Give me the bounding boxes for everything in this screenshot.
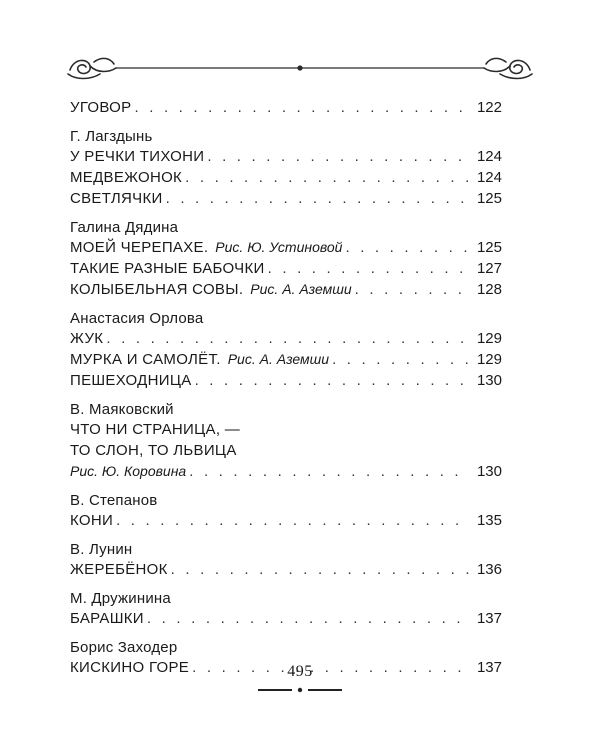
illustrator-note: Рис. Ю. Устиновой xyxy=(215,239,343,255)
toc-section xyxy=(70,97,502,118)
table-of-contents xyxy=(70,97,502,687)
toc-section xyxy=(70,491,502,531)
entry-title: МУРКА И САМОЛЁТ. xyxy=(70,351,221,368)
footer-ornament-icon xyxy=(254,683,346,697)
dot-leader xyxy=(116,510,469,531)
dot-leader xyxy=(185,167,469,188)
illustrator-note: Рис. Ю. Коровина xyxy=(70,463,187,479)
dot-leader xyxy=(355,279,469,300)
entry-page-number: 124 xyxy=(476,169,502,186)
entry-title: У РЕЧКИ ТИХОНИ xyxy=(70,148,205,165)
dot-leader xyxy=(195,370,469,391)
toc-entry[interactable] xyxy=(70,258,502,279)
entry-title: КИСКИНО ГОРЕ xyxy=(70,659,190,676)
entry-page-number: 125 xyxy=(476,239,502,256)
author-name: Г. Лагздынь xyxy=(70,128,153,145)
toc-section xyxy=(70,589,502,629)
author-name: Анастасия Орлова xyxy=(70,310,204,327)
entry-title: ТАКИЕ РАЗНЫЕ БАБОЧКИ xyxy=(70,260,265,277)
toc-section xyxy=(70,218,502,300)
author-name: В. Степанов xyxy=(70,492,158,509)
dot-leader xyxy=(166,188,469,209)
entry-title: КОНИ xyxy=(70,512,114,529)
toc-entry[interactable] xyxy=(70,167,502,188)
author-name: Борис Заходер xyxy=(70,639,178,656)
toc-title-line xyxy=(70,419,502,440)
dot-leader xyxy=(345,237,469,258)
entry-title: УГОВОР xyxy=(70,99,132,116)
illustrator-note: Рис. А. Аземши xyxy=(227,351,330,367)
entry-page-number: 130 xyxy=(476,463,502,480)
illustrator-note: Рис. А. Аземши xyxy=(250,281,352,297)
entry-page-number: 137 xyxy=(476,610,502,627)
toc-entry[interactable] xyxy=(70,559,502,580)
toc-entry[interactable] xyxy=(70,188,502,209)
entry-page-number: 129 xyxy=(476,351,502,368)
entry-page-number: 127 xyxy=(476,260,502,277)
dot-leader xyxy=(147,608,469,629)
toc-entry[interactable] xyxy=(70,608,502,629)
toc-entry[interactable] xyxy=(70,349,502,370)
entry-page-number: 129 xyxy=(476,330,502,347)
dot-leader xyxy=(134,97,469,118)
dot-leader xyxy=(268,258,469,279)
entry-page-number: 130 xyxy=(476,372,502,389)
toc-section xyxy=(70,127,502,209)
dot-leader xyxy=(171,559,469,580)
entry-page-number: 124 xyxy=(476,148,502,165)
dot-leader xyxy=(332,349,469,370)
author-name: Галина Дядина xyxy=(70,219,179,236)
toc-entry[interactable] xyxy=(70,461,502,482)
page-number: 495 xyxy=(287,663,313,680)
entry-title: ТО СЛОН, ТО ЛЬВИЦА xyxy=(70,442,237,459)
toc-entry[interactable] xyxy=(70,279,502,300)
header-ornament-icon xyxy=(64,52,536,84)
entry-page-number: 135 xyxy=(476,512,502,529)
author-name: М. Дружинина xyxy=(70,590,171,607)
entry-page-number: 122 xyxy=(476,99,502,116)
entry-page-number: 128 xyxy=(476,281,502,298)
toc-entry[interactable] xyxy=(70,370,502,391)
author-name: В. Маяковский xyxy=(70,401,174,418)
entry-title: МОЕЙ ЧЕРЕПАХЕ. xyxy=(70,239,209,256)
toc-title-line xyxy=(70,440,502,461)
toc-entry[interactable] xyxy=(70,237,502,258)
entry-title: КОЛЫБЕЛЬНАЯ СОВЫ. xyxy=(70,281,244,298)
entry-title: СВЕТЛЯЧКИ xyxy=(70,190,163,207)
entry-title: БАРАШКИ xyxy=(70,610,144,627)
toc-entry[interactable] xyxy=(70,97,502,118)
entry-title: ПЕШЕХОДНИЦА xyxy=(70,372,192,389)
toc-entry[interactable] xyxy=(70,146,502,167)
dot-leader xyxy=(189,461,469,482)
entry-title: ЧТО НИ СТРАНИЦА, — xyxy=(70,421,241,438)
entry-page-number: 137 xyxy=(476,659,502,676)
toc-section xyxy=(70,400,502,482)
entry-title: ЖУК xyxy=(70,330,104,347)
dot-leader xyxy=(106,328,469,349)
toc-entry[interactable] xyxy=(70,328,502,349)
entry-page-number: 136 xyxy=(476,561,502,578)
toc-entry[interactable] xyxy=(70,510,502,531)
toc-section xyxy=(70,309,502,391)
entry-title: ЖЕРЕБЁНОК xyxy=(70,561,168,578)
entry-title: МЕДВЕЖОНОК xyxy=(70,169,183,186)
entry-page-number: 125 xyxy=(476,190,502,207)
dot-leader xyxy=(207,146,469,167)
author-name: В. Лунин xyxy=(70,541,133,558)
toc-section xyxy=(70,540,502,580)
